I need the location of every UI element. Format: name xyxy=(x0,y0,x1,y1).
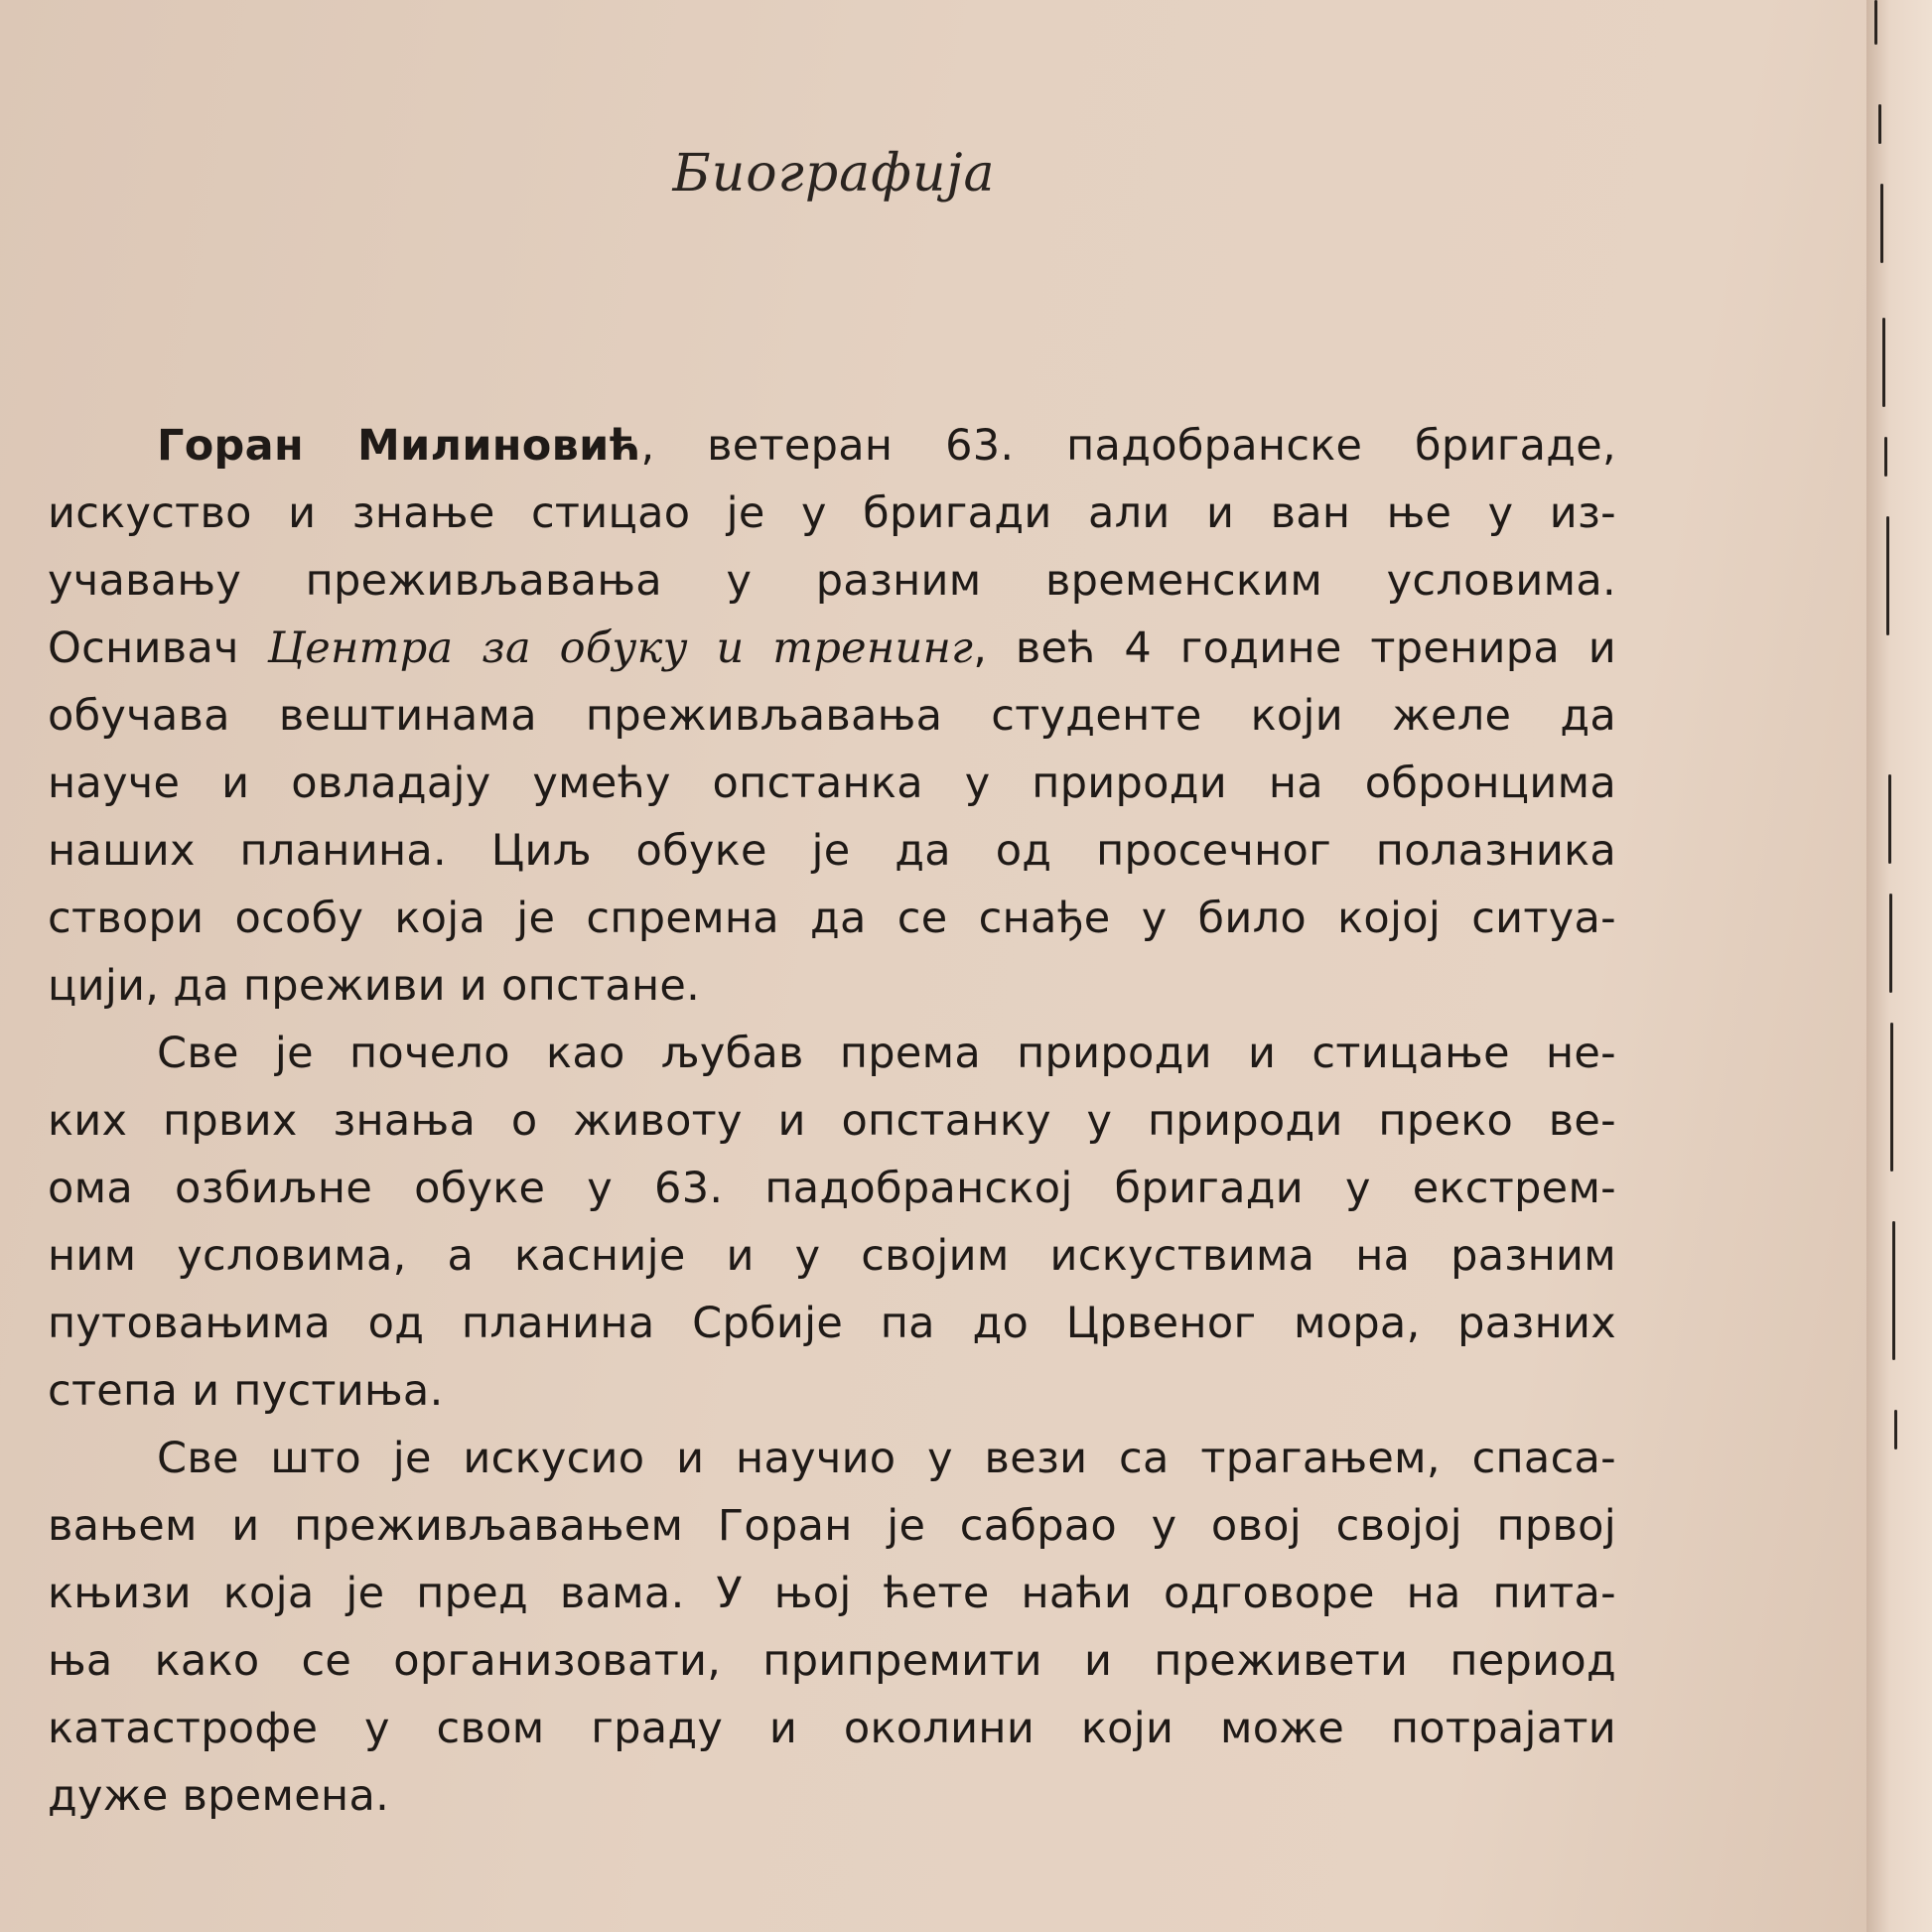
text-line xyxy=(48,1695,1616,1762)
text-line xyxy=(48,1357,1616,1425)
text-span: вањем и преживљавањем Горан је сабрао у овој својој првој xyxy=(48,1501,1616,1551)
text-line xyxy=(48,1087,1616,1155)
text-line xyxy=(48,412,1616,480)
text-span: ких првих знања о животу и опстанку у природи преко ве- xyxy=(48,1096,1616,1146)
text-line xyxy=(48,1222,1616,1290)
text-span: науче и овладају умећу опстанка у природи на обронцима xyxy=(48,759,1616,808)
text-span: створи особу која је спремна да се снађе у било којој ситуа- xyxy=(48,894,1616,943)
page-edge-mark xyxy=(1886,516,1889,635)
text-span: дуже времена. xyxy=(48,1771,390,1821)
text-span: искуство и знање стицао је у бригади али и ван ње у из- xyxy=(48,488,1616,538)
text-span: степа и пустиња. xyxy=(48,1366,444,1416)
page-edge-mark xyxy=(1874,0,1877,45)
text-line xyxy=(48,750,1616,817)
text-line xyxy=(48,615,1616,682)
text-line xyxy=(48,952,1616,1020)
text-line xyxy=(48,480,1616,547)
text-line xyxy=(48,1290,1616,1357)
page-edge xyxy=(1866,0,1932,1932)
page-edge-mark xyxy=(1884,437,1887,477)
text-line xyxy=(48,1492,1616,1560)
text-span: путовањима од планина Србије па до Црвеног мора, разних xyxy=(48,1299,1616,1348)
text-span: обучава вештинама преживљавања студенте који желе да xyxy=(48,691,1616,741)
text-span: ња како се организовати, припремити и преживети период xyxy=(48,1636,1616,1686)
page-edge-mark xyxy=(1888,774,1891,864)
page-edge-mark xyxy=(1880,184,1883,263)
text-line xyxy=(48,817,1616,885)
text-span: , већ 4 године тренира и xyxy=(973,623,1616,673)
page-edge-mark xyxy=(1892,1221,1895,1360)
text-span: Оснивач xyxy=(48,623,268,673)
page-edge-mark xyxy=(1894,1410,1897,1449)
text-span: наших планина. Циљ обуке је да од просечног полазника xyxy=(48,826,1616,876)
text-line xyxy=(48,682,1616,750)
text-span: ома озбиљне обуке у 63. падобранској бригади у екстрем- xyxy=(48,1164,1616,1213)
page-edge-mark xyxy=(1878,104,1881,144)
text-span: цији, да преживи и опстане. xyxy=(48,961,701,1011)
text-span: катастрофе у свом граду и околини који може потрајати xyxy=(48,1704,1616,1753)
page-edge-mark xyxy=(1890,1023,1893,1172)
center-name: Центра за обуку и тренинг xyxy=(267,623,974,673)
biography-text xyxy=(48,412,1616,1830)
text-span: ним условима, а касније и у својим искуствима на разним xyxy=(48,1231,1616,1281)
text-line xyxy=(48,1560,1616,1627)
page-edge-mark xyxy=(1889,894,1892,993)
page-edge-mark xyxy=(1882,318,1885,407)
text-line xyxy=(48,1155,1616,1222)
text-span: књизи која је пред вама. У њој ћете наћи одговоре на пита- xyxy=(48,1569,1616,1618)
page-title: Биографија xyxy=(672,144,996,204)
text-line xyxy=(48,1762,1616,1830)
text-line xyxy=(48,885,1616,952)
text-span: учавању преживљавања у разним временским условима. xyxy=(48,556,1616,606)
text-span: Све је почело као љубав према природи и стицање не- xyxy=(157,1029,1616,1078)
text-line xyxy=(48,1425,1616,1492)
text-span: Све што је искусио и научио у вези са трагањем, спаса- xyxy=(157,1434,1616,1483)
text-line xyxy=(48,547,1616,615)
text-line xyxy=(48,1627,1616,1695)
text-line xyxy=(48,1020,1616,1087)
author-name: Горан Милиновић xyxy=(157,421,641,471)
text-span: , ветеран 63. падобранске бригаде, xyxy=(640,421,1617,471)
